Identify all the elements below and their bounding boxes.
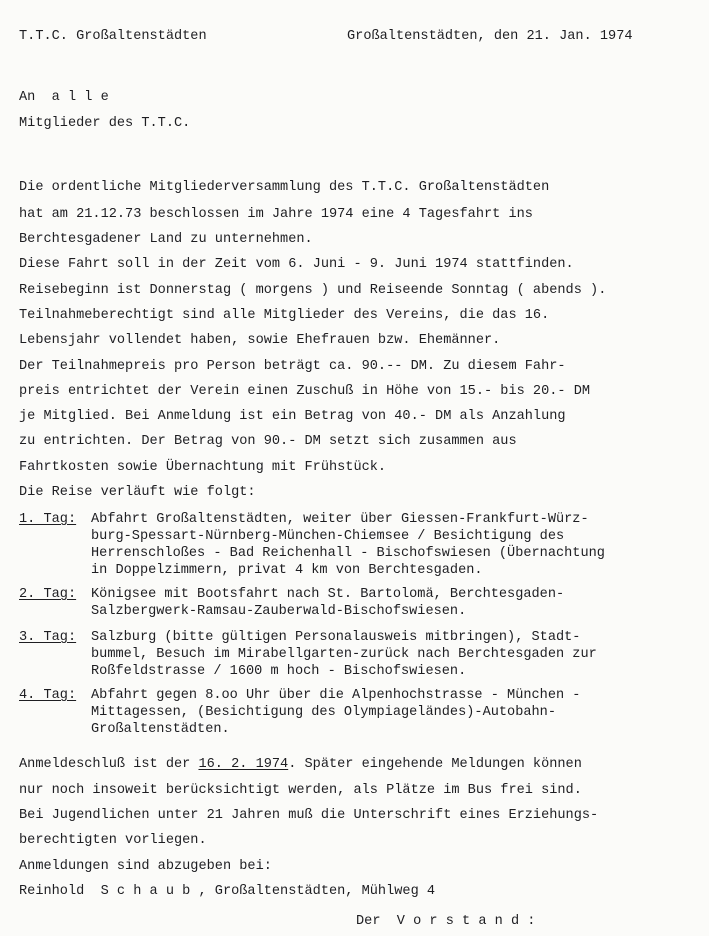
body-line: Fahrtkosten sowie Übernachtung mit Frühstück. — [19, 460, 387, 475]
body-line: Die ordentliche Mitgliederversammlung des T.T.C. Großaltenstädten — [19, 180, 550, 195]
place-date: Großaltenstädten, den 21. Jan. 1974 — [347, 29, 633, 44]
closing-line: Bei Jugendlichen unter 21 Jahren muß die Unterschrift eines Erziehungs- — [19, 808, 599, 823]
day-line: Großaltenstädten. — [91, 722, 230, 737]
body-line: Lebensjahr vollendet haben, sowie Ehefrauen bzw. Ehemänner. — [19, 333, 501, 348]
sender-name: T.T.C. Großaltenstädten — [19, 29, 207, 44]
day-line: Roßfeldstrasse / 1600 m hoch - Bischofswiesen. — [91, 664, 467, 679]
signature-board: Der V o r s t a n d : — [356, 914, 536, 929]
body-line: Diese Fahrt soll in der Zeit vom 6. Juni - 9. Juni 1974 stattfinden. — [19, 257, 574, 272]
day-line: Abfahrt gegen 8.oo Uhr über die Alpenhochstrasse - München - — [91, 688, 581, 703]
body-line: preis entrichtet der Verein einen Zuschuß in Höhe von 15.- bis 20.- DM — [19, 384, 591, 399]
day-line: bummel, Besuch im Mirabellgarten-zurück nach Berchtesgaden zur — [91, 647, 597, 662]
day-line: Königsee mit Bootsfahrt nach St. Bartolomä, Berchtesgaden- — [91, 587, 565, 602]
body-line: Berchtesgadener Land zu unternehmen. — [19, 232, 313, 247]
day-line: Mittagessen, (Besichtigung des Olympiageländes)-Autobahn- — [91, 705, 556, 720]
address-line-2: Mitglieder des T.T.C. — [19, 116, 191, 131]
closing-line: Anmeldungen sind abzugeben bei: — [19, 859, 272, 874]
contact-line: Reinhold S c h a u b , Großaltenstädten, Mühlweg 4 — [19, 884, 436, 899]
day-label: 1. Tag: — [19, 512, 77, 527]
day-label: 3. Tag: — [19, 630, 77, 645]
body-line: Der Teilnahmepreis pro Person beträgt ca. 90.-- DM. Zu diesem Fahr- — [19, 359, 566, 374]
body-line: zu entrichten. Der Betrag von 90.- DM setzt sich zusammen aus — [19, 434, 517, 449]
closing-line: nur noch insoweit berücksichtigt werden, als Plätze im Bus frei sind. — [19, 783, 582, 798]
body-line: Reisebeginn ist Donnerstag ( morgens ) und Reiseende Sonntag ( abends ). — [19, 283, 607, 298]
deadline-date: 16. 2. 1974 — [198, 757, 289, 772]
day-label: 4. Tag: — [19, 688, 77, 703]
day-line: Herrenschloßes - Bad Reichenhall - Bischofswiesen (Übernachtung — [91, 546, 605, 561]
day-line: Salzburg (bitte gültigen Personalausweis mitbringen), Stadt- — [91, 630, 581, 645]
day-line: burg-Spessart-Nürnberg-München-Chiemsee / Besichtigung des — [91, 529, 565, 544]
day-line: in Doppelzimmern, privat 4 km von Berchtesgaden. — [91, 563, 483, 578]
body-line: je Mitglied. Bei Anmeldung ist ein Betrag von 40.- DM als Anzahlung — [19, 409, 566, 424]
day-line: Abfahrt Großaltenstädten, weiter über Giessen-Frankfurt-Würz- — [91, 512, 589, 527]
day-line: Salzbergwerk-Ramsau-Zauberwald-Bischofswiesen. — [91, 604, 467, 619]
body-line: Die Reise verläuft wie folgt: — [19, 485, 256, 500]
deadline-line — [19, 757, 582, 772]
closing-line: berechtigten vorliegen. — [19, 833, 207, 848]
deadline-prefix: Anmeldeschluß ist der — [19, 757, 199, 772]
body-line: hat am 21.12.73 beschlossen im Jahre 1974 eine 4 Tagesfahrt ins — [19, 207, 533, 222]
body-line: Teilnahmeberechtigt sind alle Mitglieder des Vereins, die das 16. — [19, 308, 550, 323]
deadline-suffix: . Später eingehende Meldungen können — [288, 757, 582, 772]
day-label: 2. Tag: — [19, 587, 77, 602]
address-line-1: An a l l e — [19, 90, 109, 105]
